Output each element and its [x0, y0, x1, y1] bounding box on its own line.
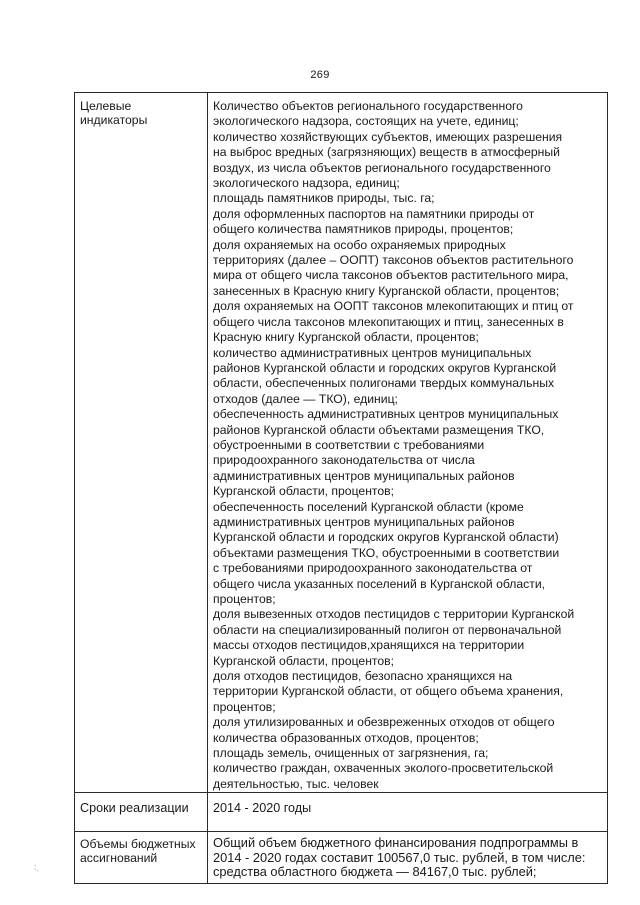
indicator-line: количество граждан, охваченных эколого-просветительской: [213, 761, 554, 776]
row-label-cell: [75, 93, 208, 793]
indicator-line: процентов;: [213, 592, 276, 606]
indicator-line: территориях (далее – ООПТ) таксонов объектов растительного: [213, 253, 574, 268]
row-label-line: Целевые: [80, 99, 132, 113]
row-label-line: индикаторы: [80, 113, 148, 127]
indicator-line: обеспеченность поселений Курганской области (кроме: [213, 499, 524, 514]
indicator-line: доля оформленных паспортов на памятники природы от: [213, 206, 535, 221]
row-value-cell: [208, 832, 608, 884]
indicator-line: занесенных в Красную книгу Курганской области, процентов;: [213, 283, 560, 298]
scan-artifact-mark: ⁚ˏ: [34, 865, 39, 872]
row-label-cell: [75, 832, 208, 884]
indicator-line: процентов;: [213, 699, 276, 714]
indicator-line: обеспеченность административных центров муниципальных: [213, 407, 559, 422]
indicator-line: площадь памятников природы, тыс. га;: [213, 191, 435, 206]
indicator-line: воздух, из числа объектов регионального государственного: [213, 160, 551, 175]
indicator-line: общего количества памятников природы, процентов;: [213, 222, 514, 237]
table-row-implementation-period: [75, 793, 608, 832]
indicator-line: отходов (далее — ТКО), единиц;: [213, 391, 398, 406]
row-value-line: 2014 - 2020 годы: [213, 801, 312, 816]
indicator-line: деятельностью, тыс. человек: [213, 776, 379, 791]
indicator-line: доля охраняемых на особо охраняемых природных: [213, 237, 506, 252]
page-number: 269: [310, 69, 330, 81]
indicator-line: Курганской области, процентов;: [213, 653, 395, 668]
indicator-line: природоохранного законодательства от числа: [213, 453, 475, 468]
indicator-line: на выброс вредных (загрязняющих) веществ в атмосферный: [213, 145, 560, 160]
indicator-line: территории Курганской области, от общего объема хранения,: [213, 684, 564, 699]
indicator-line: Курганской области и городских округов Курганской области): [213, 530, 559, 545]
row-value-cell: [208, 793, 608, 832]
indicator-line: административных центров муниципальных районов: [213, 514, 515, 529]
indicator-line: доля вывезенных отходов пестицидов с территории Курганской: [213, 607, 575, 622]
row-label-line: ассигнований: [80, 851, 158, 866]
row-value-line: средства областного бюджета — 84167,0 тыс. рублей;: [213, 864, 537, 880]
indicator-line: общего числа указанных поселений в Курганской области,: [213, 576, 546, 591]
indicator-line: количества образованных отходов, процентов;: [213, 730, 479, 745]
indicator-line: области, обеспеченных полигонами твердых коммунальных: [213, 376, 555, 391]
row-label-cell: [75, 793, 208, 832]
indicator-line: количество хозяйствующих субъектов, имеющих разрешения: [213, 129, 563, 144]
indicator-line: экологического надзора, состоящих на учете, единиц;: [213, 114, 519, 129]
indicator-line: Курганской области, процентов;: [213, 484, 395, 499]
row-value-line: 2014 - 2020 годах составит 100567,0 тыс. рублей, в том числе:: [213, 849, 586, 865]
indicator-line: количество административных центров муниципальных: [213, 345, 532, 360]
row-value-cell: [208, 93, 608, 793]
indicator-line: Количество объектов регионального государственного: [213, 99, 523, 113]
subprogram-passport-table: [74, 92, 608, 884]
indicator-line: доля охраняемых на ООПТ таксонов млекопитающих и птиц от: [213, 299, 574, 314]
indicator-line: мира от общего числа таксонов объектов растительного мира,: [213, 268, 569, 283]
indicator-line: районов Курганской области и городских округов Курганской: [213, 360, 557, 375]
indicator-line: массы отходов пестицидов,хранящихся на территории: [213, 638, 525, 653]
indicator-line: доля утилизированных и обезвреженных отходов от общего: [213, 715, 555, 730]
indicator-line: объектами размещения ТКО, обустроенными в соответствии: [213, 545, 560, 560]
row-label-line: Сроки реализации: [80, 801, 189, 816]
indicator-line: области на специализированный полигон от первоначальной: [213, 622, 562, 637]
indicator-line: с требованиями природоохранного законодательства от: [213, 561, 533, 576]
table-row-budget-allocations: [75, 832, 608, 884]
indicator-line: доля отходов пестицидов, безопасно хранящихся на: [213, 669, 513, 684]
row-label-line: Объемы бюджетных: [80, 837, 196, 852]
indicator-line: общего числа таксонов млекопитающих и птиц, занесенных в: [213, 314, 564, 329]
indicator-line: административных центров муниципальных районов: [213, 468, 515, 483]
indicator-line: районов Курганской области объектами размещения ТКО,: [213, 422, 545, 437]
row-value-line: Общий объем бюджетного финансирования подпрограммы в: [213, 835, 579, 851]
indicator-line: площадь земель, очищенных от загрязнения, га;: [213, 746, 489, 761]
indicator-line: Красную книгу Курганской области, процентов;: [213, 330, 479, 345]
table-row-target-indicators: [75, 93, 608, 793]
indicator-line: экологического надзора, единиц;: [213, 176, 400, 191]
indicator-line: обустроенными в соответствии с требованиями: [213, 437, 485, 452]
